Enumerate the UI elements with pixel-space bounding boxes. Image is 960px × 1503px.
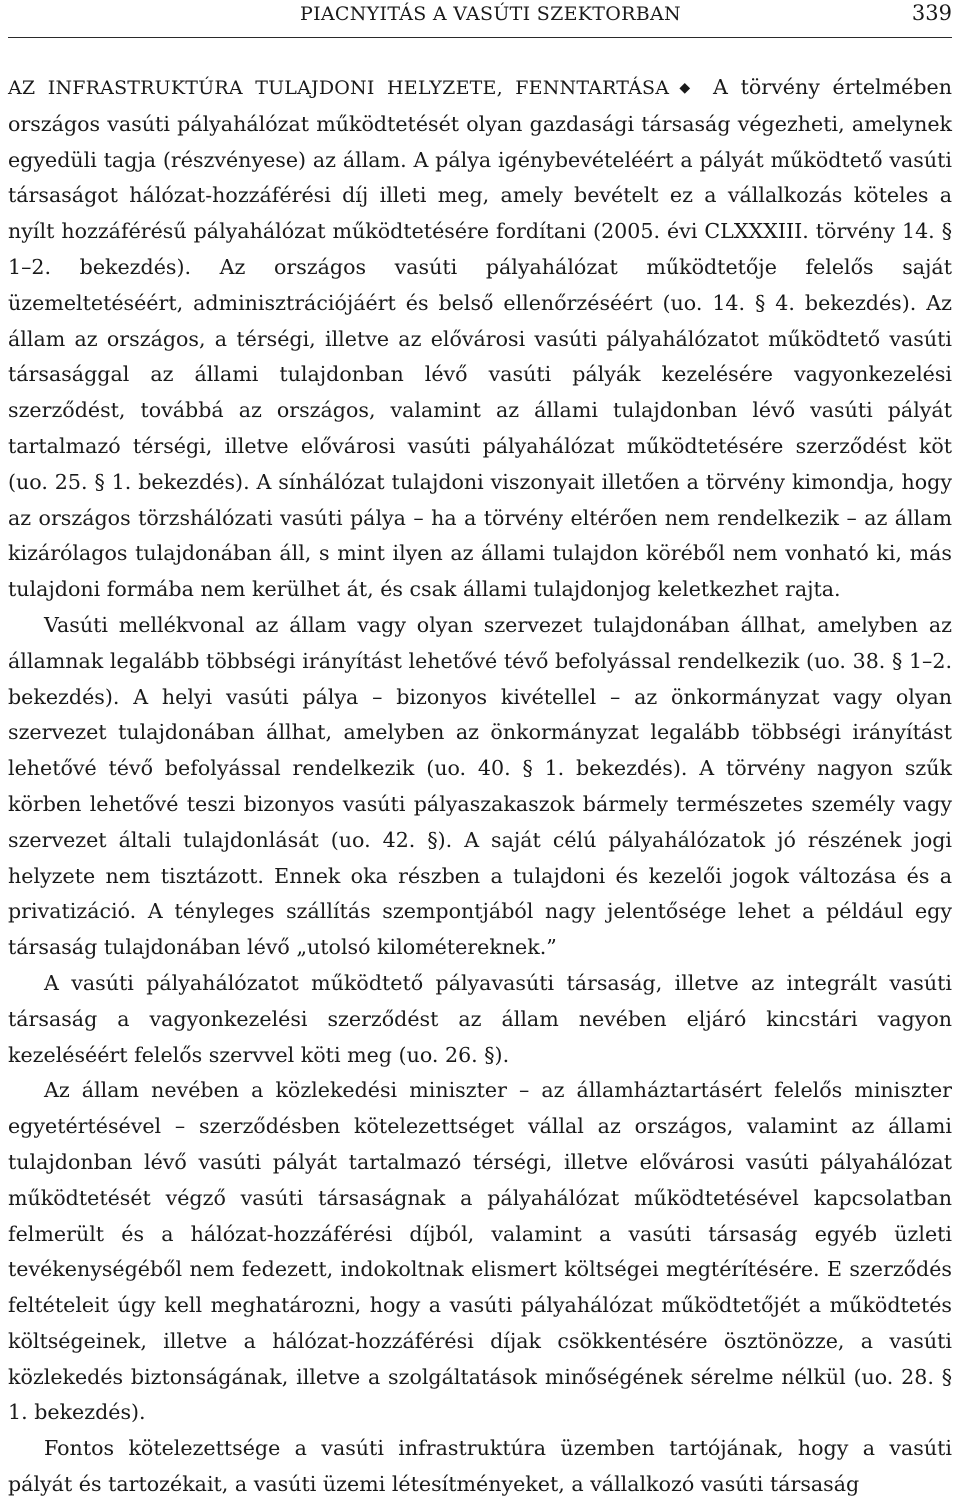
page-number: 339 <box>911 1 952 25</box>
bullet-icon: ◆ <box>673 80 697 96</box>
paragraph-3: A vasúti pályahálózatot működtető pályavasúti társaság, illetve az integrált vasúti társaság a vagyonkezelési szerződést az állam nevében eljáró kincstári vagyon kezeléséért felelős szervvel köti meg (uo. 26. §). <box>8 970 952 1067</box>
paragraph-1-text: A törvény értelmében országos vasúti pályahálózat működtetését olyan gazdasági társaság végezheti, amelynek egyedüli tagja (részvényese) az állam. A pálya igénybevételéért a pályát működtető vasúti társaságot hálózat-hozzáférési díj illeti meg, amely bevételt ez a vállalkozás köteles a nyílt hozzáférésű pályahálózat működtetésére fordítani (2005. évi CLXXXIII. törvény 14. § 1–2. bekezdés). Az országos vasúti pályahálózat működtetője felelős saját üzemeltetéséért, adminisztrációjáért és belső ellenőrzéséért (uo. 14. § 4. bekezdés). Az állam az országos, a térségi, illetve az elővárosi vasúti pályahálózatot működtető vasúti társasággal az állami tulajdonban lévő vasúti pályák kezelésére vagyonkezelési szerződést, továbbá az országos, valamint az állami tulajdonban lévő vasúti pályát tartalmazó térségi, illetve elővárosi vasúti pályahálózat működtetésére szerződést köt (uo. 25. § 1. bekezdés). A sínhálózat tulajdoni viszonyait illetően a törvény kimondja, hogy az országos törzshálózati vasúti pálya – ha a törvény eltérően nem rendelkezik – az állam kizárólagos tulajdonában áll, s mint ilyen az állami tulajdon köréből nem vonható ki, más tulajdoni formába nem kerülhet át, és csak állami tulajdonjog keletkezhet rajta. <box>8 75 952 602</box>
running-header <box>0 0 960 34</box>
body-text <box>8 70 952 1503</box>
header-rule <box>8 37 952 38</box>
paragraph-5: Fontos kötelezettsége a vasúti infrastruktúra üzemben tartójának, hogy a vasúti pályát és tartozékait, a vasúti üzemi létesítményeket, a vállalkozó vasúti társaság <box>8 1436 952 1497</box>
section-title: AZ INFRASTRUKTÚRA TULAJDONI HELYZETE, FENNTARTÁSA <box>8 77 670 99</box>
paragraph-1 <box>8 70 952 608</box>
paragraph-2: Vasúti mellékvonal az állam vagy olyan szervezet tulajdonában állhat, amelyben az államnak legalább többségi irányítást lehetővé tévő befolyással rendelkezik (uo. 38. § 1–2. bekezdés). A helyi vasúti pálya – bizonyos kivétellel – az önkormányzat vagy olyan szervezet tulajdonában állhat, amelyben az önkormányzat legalább többségi irányítást lehetővé tévő befolyással rendelkezik (uo. 40. § 1. bekezdés). A törvény nagyon szűk körben lehetővé teszi bizonyos vasúti pályaszakaszok bármely természetes személy vagy szervezet általi tulajdonlását (uo. 42. §). A saját célú pályahálózatok jó részének jogi helyzete nem tisztázott. Ennek oka részben a tulajdoni és kezelői jogok változása és a privatizáció. A tényleges szállítás szempontjából nagy jelentősége lehet a például egy társaság tulajdonában lévő „utolsó kilométereknek.” <box>8 612 952 960</box>
running-head-title: PIACNYITÁS A VASÚTI SZEKTORBAN <box>300 3 681 25</box>
paragraph-4: Az állam nevében a közlekedési miniszter – az államháztartásért felelős miniszter egyetértésével – szerződésben kötelezettséget vállal az országos, valamint az állami tulajdonban lévő vasúti pályát tartalmazó térségi, illetve elővárosi vasúti pályahálózat működtetését végző vasúti társaságnak a pályahálózat működtetésével kapcsolatban felmerült és a hálózat-hozzáférési díjból, valamint a vasúti társaság egyéb üzleti tevékenységéből nem fedezett, indokoltnak elismert költségei megtérítésére. E szerződés feltételeit úgy kell meghatározni, hogy a vasúti pályahálózat működtetőjét a működtetés költségeinek, illetve a hálózat-hozzáférési díjak csökkentésére ösztönözze, a vasúti közlekedés biztonságának, illetve a szolgáltatások minőségének sérelme nélkül (uo. 28. § 1. bekezdés). <box>8 1078 952 1425</box>
